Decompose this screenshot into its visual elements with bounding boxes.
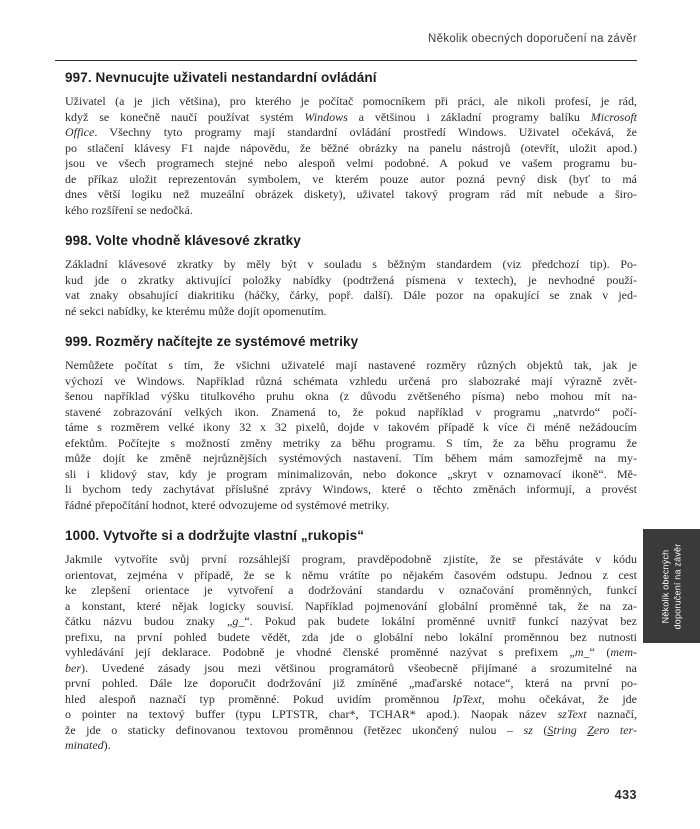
text-line: né sekci nabídky, ke kterému může dojít opomenutím. xyxy=(65,303,327,318)
text-line: řádné přepočítání hodnot, které odvozujeme od systémové metriky. xyxy=(65,497,390,512)
text-line: prefixu, na první pohled budete vědět, zda jde o globální nebo lokální proměnnou bez nutnosti xyxy=(65,629,637,644)
tip-paragraph xyxy=(65,257,637,319)
emphasized-text: Office xyxy=(65,125,95,139)
text-line: efektům. Počítejte s možností změny metriky za běhu programu. S tím, že za běhu programu že xyxy=(65,435,637,450)
tip-heading: 998. Volte vhodně klávesové zkratky xyxy=(65,233,301,248)
emphasized-text: mem- xyxy=(610,645,637,659)
text-line: vyhledávání její deklarace. Podobně je vhodné členské proměnné nazývat s prefixem „m_“ (mem- xyxy=(65,645,637,659)
chapter-thumb-tab xyxy=(643,529,700,643)
text-line: výchozí ve Windows. Například různá schémata vzhledu určená pro slabozraké mají výrazně zvět- xyxy=(65,373,637,388)
text-line: a konstant, které nějak logicky souvisí. Například pojmenování globální proměnné tak, že na za- xyxy=(65,598,637,613)
text-line: po stlačení klávesy F1 najde nápovědu, že běžné obrázky na panelu nástrojů (otevřít, uložit apod.) xyxy=(65,140,637,155)
text-line: dnes větší logiku než muzeální obrázek diskety), uživatel takový program rád mít nebude a širo- xyxy=(65,187,637,201)
text-line: vat znaky obsahující diakritiku (háčky, čárky, popř. další). Dále pozor na opakující se znak v jed- xyxy=(65,288,637,302)
emphasized-text: Windows xyxy=(304,109,348,124)
text-line: že jde o staticky definovanou textovou proměnnou (řetězec ukončený nulou – sz (String Zero ter- xyxy=(65,722,637,737)
text-line: li bychom tedy zachytávat příslušné zprávy Windows, které o těchto změnách informují, a provést xyxy=(65,482,637,496)
emphasized-text: Z xyxy=(587,722,594,737)
text-line: Jakmile vytvoříte svůj první rozsáhlejší program, pravděpodobně zjistíte, že se přestáváte v kódu xyxy=(65,552,637,566)
tab-label-line-1: Několik obecných xyxy=(660,549,671,623)
tip-section xyxy=(65,70,637,218)
text-line: šenou například výšku titulkového pruhu okna (z důvodu zvětšeného písma) nebo mohou mít na- xyxy=(65,389,637,403)
tip-paragraph xyxy=(65,552,637,754)
tab-label-line-2: doporučení na závěr xyxy=(671,543,682,629)
text-line: ber). Uvedené zásady jsou mezi většinou programátorů všeobecně přijímané a srozumitelné na xyxy=(65,660,637,675)
emphasized-text: szText xyxy=(557,707,587,721)
emphasized-text: m_ xyxy=(574,645,590,659)
tip-heading: 999. Rozměry načítejte ze systémové metriky xyxy=(65,334,359,349)
text-line: ke zlepšení orientace je vytvoření a dodržování standardu v označování proměnných, funkcí xyxy=(65,583,637,597)
chapter-thumb-tab-label xyxy=(660,543,683,629)
emphasized-text: g_ xyxy=(232,614,245,628)
text-line: sli i klidový stav, kdy je program minimalizován, nebo dokonce „skryt v oznamovací ikoně“. Mě- xyxy=(65,466,637,481)
text-line: o pointer na textový buffer (typu LPTSTR, char*, TCHAR* apod.). Naopak název szText naznačí, xyxy=(65,707,637,721)
text-line: když se konečně naučí používat systém Windows a většinou i základní programy balíku Microsoft xyxy=(65,109,637,124)
tip-paragraph xyxy=(65,358,637,513)
text-line: stavené zobrazování velkých ikon. Znamená to, že pokud například v programu „natvrdo“ počí- xyxy=(65,404,637,419)
tip-section xyxy=(65,334,637,513)
text-line: kého rozšíření se nedočká. xyxy=(65,202,193,217)
text-line: Office. Všechny tyto programy mají standardní ovládání prostředí Windows. Uživatel očekává, že xyxy=(65,125,637,139)
emphasized-text: S xyxy=(547,722,554,737)
emphasized-text: minated xyxy=(65,738,104,752)
text-line: minated). xyxy=(65,738,111,752)
text-line: orientovat, zejména v případě, že se k němu vrátíte po nějakém časovém odstupu. Jednou z cest xyxy=(65,567,637,582)
text-line: Základní klávesové zkratky by měly být v souladu s běžným standardem (viz předchozí tip). Po- xyxy=(65,257,637,271)
running-header-title: Několik obecných doporučení na závěr xyxy=(428,33,637,45)
text-line: kud jde o zkratky aktivující položky nabídky (podtržená písmena v textech), je nevhodné použí- xyxy=(65,272,637,287)
text-line: de příkaz uložit reprezentován symbolem, ve kterém pouze autor pozná pevný disk (byť to má xyxy=(65,171,637,186)
tip-heading: 997. Nevnucujte uživateli nestandardní ovládání xyxy=(65,70,377,85)
emphasized-text: Microsoft xyxy=(590,109,637,124)
emphasized-text: tring xyxy=(553,722,588,737)
text-line: táme s rozměrem velké ikony 32 x 32 pixelů, dojde v takovém případě k více či méně nežádoucím xyxy=(65,420,637,434)
emphasized-text: sz xyxy=(523,722,533,737)
tip-paragraph xyxy=(65,94,637,218)
tip-section xyxy=(65,528,637,754)
emphasized-text: ero ter- xyxy=(593,722,637,737)
page-number: 433 xyxy=(614,788,637,802)
text-line: může dojít ke změně nejrůznějších systémových nastavení. Tím během mám samozřejmě na my- xyxy=(65,451,637,465)
header-rule xyxy=(55,60,637,61)
emphasized-text: lpText xyxy=(452,691,482,706)
tip-section xyxy=(65,233,637,319)
text-line: Nemůžete počítat s tím, že všichni uživatelé mají nastavené rozměry různých objektů tak, jak je xyxy=(65,358,637,372)
text-line: hled alespoň naznačí typ proměnné. Pokud uvidím proměnnou lpText, mohu očekávat, že jde xyxy=(65,691,637,706)
tip-heading: 1000. Vytvořte si a dodržujte vlastní „rukopis“ xyxy=(65,528,365,543)
emphasized-text: ber xyxy=(65,660,81,675)
page-body xyxy=(65,70,637,769)
text-line: jsou ve všech programech stejné nebo alespoň velmi podobné. A pokud ve vašem programu bu- xyxy=(65,156,637,170)
text-line: první pohled. Dále lze doporučit dodržování již zmíněné „maďarské notace“, která na první po- xyxy=(65,676,637,690)
text-line: Uživatel (a je jich většina), pro kterého je počítač pomocníkem při práci, ale nikoli profesí, je rád, xyxy=(65,94,637,108)
text-line: čátku názvu budou znaky „g_“. Pokud pak budete lokální proměnné uvnitř funkcí nazývat bez xyxy=(65,614,637,628)
